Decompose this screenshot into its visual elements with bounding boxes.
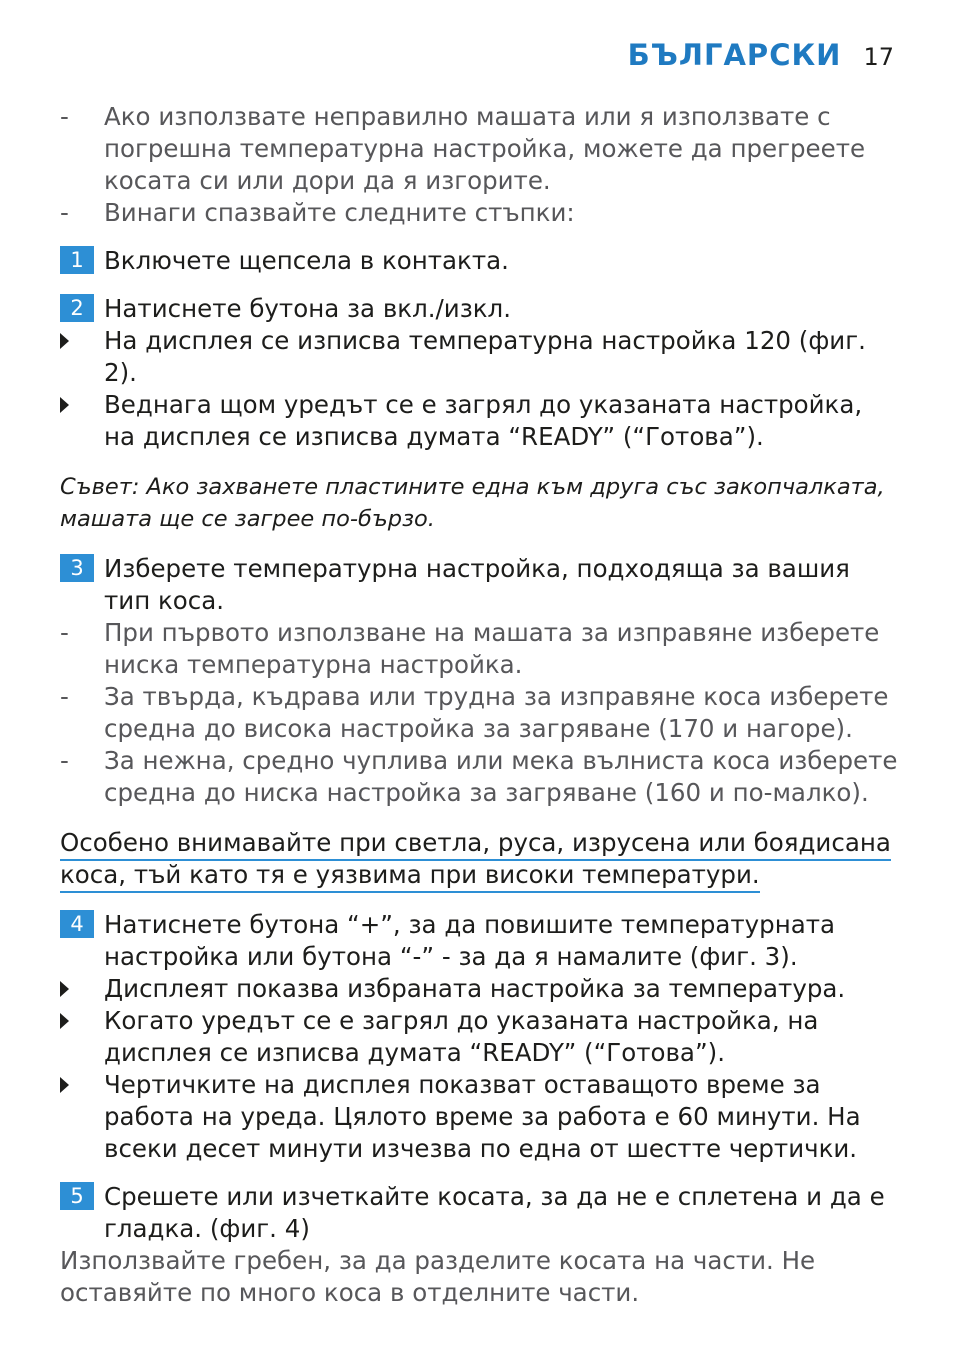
triangle-bullet-icon [60,1013,69,1029]
warning-text [60,827,900,891]
page-number: 17 [863,43,894,71]
triangle-bullet-icon [60,397,69,413]
step-text: Натиснете бутона за вкл./изкл. [104,294,511,323]
list-item-text: За нежна, средно чуплива или мека вълниста коса изберете средна до ниска настройка за загряване (160 и по-малко). [104,746,898,807]
list-item-text: Ако използвате неправилно машата или я използвате с погрешна температурна настройка, можете да прегреете косата си или дори да я изгорите. [104,102,866,195]
step-2 [60,293,900,325]
step-number-badge: 3 [60,554,94,582]
step-3 [60,553,900,617]
note-text: Използвайте гребен, за да разделите косата на части. Не оставяйте по много коса в отделните части. [60,1246,816,1307]
step-5 [60,1181,900,1245]
list-item-text: За твърда, къдрава или трудна за изправяне коса изберете средна до висока настройка за загряване (170 и нагоре). [104,682,889,743]
result-item [60,325,900,389]
step-1 [60,245,900,277]
list-item [60,197,900,229]
step-4 [60,909,900,973]
dash-marker: - [60,746,69,775]
dash-marker: - [60,102,69,131]
manual-content [60,101,900,1309]
step-number-badge: 4 [60,910,94,938]
step-text: Включете щепсела в контакта. [104,246,509,275]
result-text: Дисплеят показва избраната настройка за температура. [104,974,846,1003]
page-header [628,38,894,72]
step-number-badge: 1 [60,246,94,274]
list-item [60,745,900,809]
result-text: Веднага щом уредът се е загрял до указаната настройка, на дисплея се изписва думата “READY” (“Готова”). [104,390,863,451]
list-item-text: При първото използване на машата за изправяне изберете ниска температурна настройка. [104,618,880,679]
step-text: Натиснете бутона “+”, за да повишите температурната настройка или бутона “-” - за да я намалите (фиг. 3). [104,910,836,971]
step-text: Изберете температурна настройка, подходяща за вашия тип коса. [104,554,850,615]
result-text: На дисплея се изписва температурна настройка 120 (фиг. 2). [104,326,866,387]
step-text: Срешете или изчеткайте косата, за да не е сплетена и да е гладка. (фиг. 4) [104,1182,885,1243]
list-item [60,681,900,745]
dash-marker: - [60,198,69,227]
language-title: БЪЛГАРСКИ [627,38,842,72]
step-number-badge: 2 [60,294,94,322]
step-number-badge: 5 [60,1182,94,1210]
triangle-bullet-icon [60,981,69,997]
result-item [60,1069,900,1165]
triangle-bullet-icon [60,333,69,349]
result-text: Чертичките на дисплея показват оставащото време за работа на уреда. Цялото време за работа е 60 минути. На всеки десет минути изчезва по една от шестте чертички. [104,1070,861,1163]
dash-marker: - [60,682,69,711]
result-item [60,1005,900,1069]
tip-text: Съвет: Ако захванете пластините една към друга със закопчалката, машата ще се загрее по-бързо. [60,474,885,532]
list-item-text: Винаги спазвайте следните стъпки: [104,198,575,227]
warning-underlined-text: Особено внимавайте при светла, руса, изрусена или боядисана коса, тъй като тя е уязвима при високи температури. [60,828,891,893]
dash-marker: - [60,618,69,647]
list-item [60,101,900,197]
result-item [60,973,900,1005]
triangle-bullet-icon [60,1077,69,1093]
list-item [60,617,900,681]
result-item [60,389,900,453]
result-text: Когато уредът се е загрял до указаната настройка, на дисплея се изписва думата “READY” (“Готова”). [104,1006,819,1067]
